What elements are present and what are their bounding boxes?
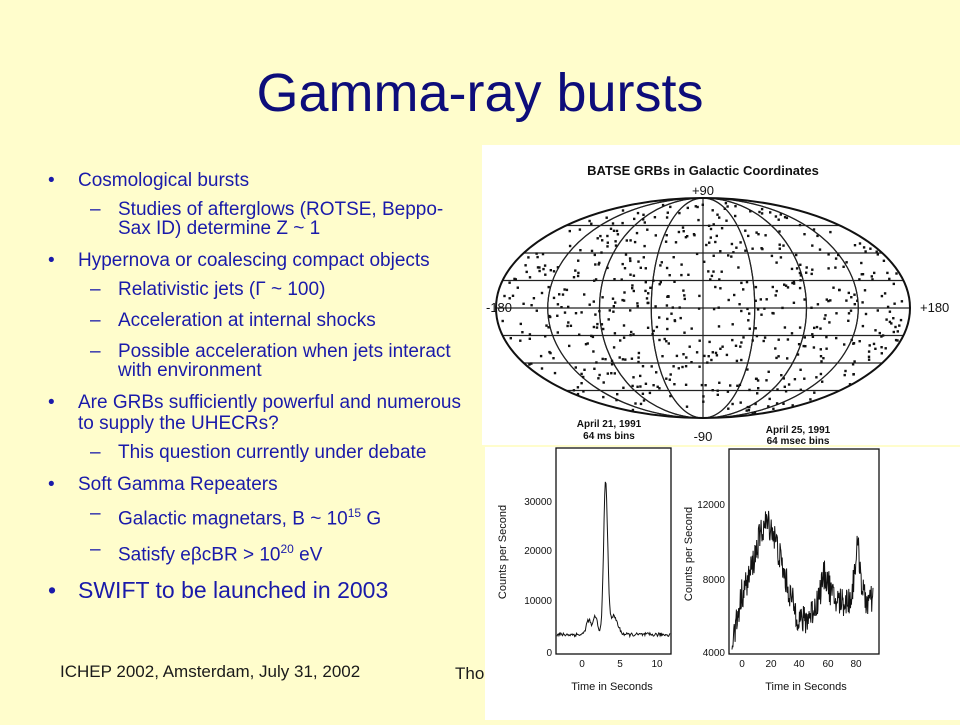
magnetars-text: Galactic magnetars, B ~ 10 [118, 508, 348, 530]
right-date: April 25, 1991 [765, 425, 831, 436]
bullet-grb-uhecr: • Are GRBs sufficiently powerful and numerous to supply the UHECRs? [48, 392, 468, 434]
right-xlabel: Time in Seconds [765, 681, 847, 693]
left-ytick-30000: 30000 [524, 497, 552, 508]
footer-author-fragment: Tho [455, 664, 485, 683]
left-ytick-0: 0 [546, 648, 552, 659]
right-xtick-40: 40 [793, 659, 805, 670]
left-bins: 64 ms bins [583, 431, 635, 442]
left-ylabel: Counts per Second [497, 504, 509, 600]
left-xtick-5: 5 [617, 659, 623, 670]
label-minus90: -90 [693, 429, 713, 444]
left-light-curve [557, 482, 670, 637]
bullet-hypernova: • Hypernova or coalescing compact objects [48, 250, 468, 271]
sub-bullet-afterglows: – Studies of afterglows (ROTSE, Beppo-Sax ID) determine Z ~ 1 [48, 200, 468, 238]
right-ytick-8000: 8000 [702, 575, 725, 586]
bullet-soft-gamma: • Soft Gamma Repeaters [48, 474, 468, 495]
right-ylabel: Counts per Second [683, 506, 695, 602]
magnetars-unit: G [361, 508, 382, 530]
right-xtick-60: 60 [822, 659, 834, 670]
footer-conference: ICHEP 2002, Amsterdam, July 31, 2002 [60, 662, 361, 681]
skymap-title: BATSE GRBs in Galactic Coordinates [587, 163, 819, 178]
satisfy-unit: eV [293, 544, 323, 566]
right-xtick-0: 0 [739, 659, 745, 670]
satisfy-exponent: 20 [280, 542, 294, 557]
right-xtick-80: 80 [850, 659, 862, 670]
slide-title: Gamma-ray bursts [256, 63, 704, 123]
right-ytick-4000: 4000 [702, 648, 725, 659]
sub-bullet-jets-environment: – Possible acceleration when jets interact with environment [48, 342, 468, 380]
right-bins: 64 msec bins [766, 436, 830, 447]
label-plus180: +180 [920, 300, 950, 315]
left-xlabel: Time in Seconds [571, 681, 653, 693]
satisfy-text: Satisfy eβcBR > 10 [118, 544, 281, 566]
left-xtick-0: 0 [579, 659, 585, 670]
label-plus90: +90 [691, 183, 715, 198]
right-light-curve [732, 511, 873, 650]
right-ytick-12000: 12000 [697, 500, 725, 511]
left-xtick-10: 10 [651, 659, 663, 670]
label-minus180: -180 [486, 300, 513, 315]
sub-bullet-relativistic-jets: – Relativistic jets (Γ ~ 100) [48, 280, 468, 299]
bullet-cosmological: • Cosmological bursts [48, 170, 468, 191]
left-ytick-10000: 10000 [524, 596, 552, 607]
left-plot-frame [556, 448, 671, 654]
right-xtick-20: 20 [765, 659, 777, 670]
magnetars-exponent: 15 [347, 506, 362, 520]
left-date: April 21, 1991 [576, 419, 642, 430]
sub-bullet-debate: – This question currently under debate [48, 443, 468, 462]
sub-bullet-internal-shocks: – Acceleration at internal shocks [48, 311, 468, 330]
left-ytick-20000: 20000 [524, 546, 552, 557]
bullet-swift: • SWIFT to be launched in 2003 [48, 577, 468, 603]
